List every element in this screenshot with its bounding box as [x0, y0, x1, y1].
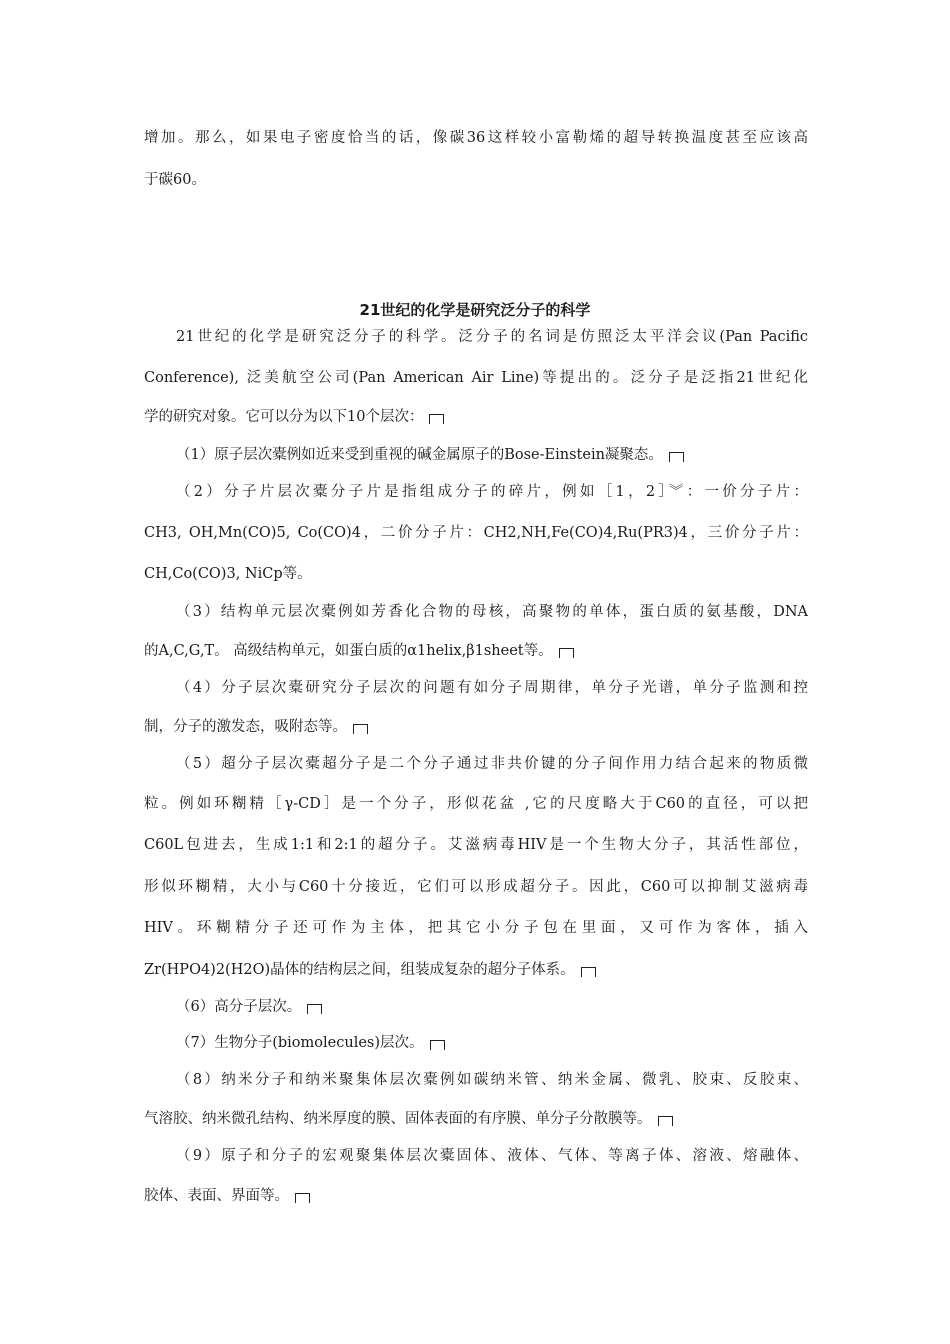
list-item-9-cont: 胶体、表面、界面等。 [144, 1188, 289, 1204]
paragraph-line: Conference), 泛美航空公司(Pan American Air Line)等提出的。泛分子是泛指21世纪化 [144, 370, 808, 386]
paragraph-line: 21世纪的化学是研究泛分子的科学。泛分子的名词是仿照泛太平洋会议(Pan Pacific [176, 329, 808, 345]
paragraph-mark-icon [353, 724, 368, 734]
paragraph-line: 学的研究对象。它可以分为以下10个层次： [144, 409, 424, 425]
list-item-1: （1）原子层次橐例如近来受到重视的碱金属原子的Bose-Einstein凝聚态。 [176, 447, 663, 463]
paragraph-mark-icon [307, 1004, 322, 1014]
list-item-2-cont: CH3, OH,Mn(CO)5, Co(CO)4，二价分子片：CH2,NH,Fe(CO)4,Ru(PR3)4，三价分子片： [144, 525, 808, 541]
paragraph-mark-icon [581, 967, 596, 977]
list-item-7: （7）生物分子(biomolecules)层次。 [176, 1035, 424, 1051]
section-title: 21世纪的化学是研究泛分子的科学 [359, 301, 591, 319]
list-item-9: （9）原子和分子的宏观聚集体层次橐固体、液体、气体、等离子体、溶液、熔融体、 [176, 1148, 808, 1164]
list-item-4: （4）分子层次橐研究分子层次的问题有如分子周期律，单分子光谱，单分子监测和控 [176, 680, 808, 696]
list-item-6: （6）高分子层次。 [176, 999, 302, 1015]
intro-line-2: 于碳60。 [144, 172, 206, 188]
list-item-5-cont: HIV。环糊精分子还可作为主体，把其它小分子包在里面，又可作为客体，插入 [144, 920, 808, 936]
paragraph-mark-icon [658, 1116, 673, 1126]
list-item-5-cont: Zr(HPO4)2(H2O)晶体的结构层之间，组装成复杂的超分子体系。 [144, 962, 575, 978]
list-item-5-cont: 形似环糊精，大小与C60十分接近，它们可以形成超分子。因此，C60可以抑制艾滋病毒 [144, 879, 808, 895]
paragraph-mark-icon [429, 414, 444, 424]
list-item-5: （5）超分子层次橐超分子是二个分子通过非共价键的分子间作用力结合起来的物质微 [176, 756, 808, 772]
paragraph-mark-icon [559, 648, 574, 658]
paragraph-mark-icon [669, 452, 684, 462]
list-item-3-cont: 的A,C,G,T。 高级结构单元，如蛋白质的α1helix,β1sheet等。 [144, 643, 553, 659]
list-item-8-cont: 气溶胶、纳米微孔结构、纳米厚度的膜、固体表面的有序膜、单分子分散膜等。 [144, 1111, 652, 1127]
list-item-2: （2）分子片层次橐分子片是指组成分子的碎片，例如［1，2］︾：一价分子片： [176, 484, 808, 500]
intro-line-1: 增加。那么，如果电子密度恰当的话，像碳36这样较小富勒烯的超导转换温度甚至应该高 [144, 130, 808, 146]
list-item-5-cont: C60L包进去，生成1:1和2:1的超分子。艾滋病毒HIV是一个生物大分子，其活性部位， [144, 837, 808, 853]
paragraph-mark-icon [430, 1040, 445, 1050]
list-item-4-cont: 制，分子的激发态，吸附态等。 [144, 719, 347, 735]
paragraph-mark-icon [295, 1193, 310, 1203]
list-item-8: （8）纳米分子和纳米聚集体层次橐例如碳纳米管、纳米金属、微乳、胶束、反胶束、 [176, 1072, 808, 1088]
list-item-3: （3）结构单元层次橐例如芳香化合物的母核，高聚物的单体，蛋白质的氨基酸，DNA [176, 604, 808, 620]
list-item-2-cont: CH,Co(CO)3, NiCp等。 [144, 566, 312, 582]
list-item-5-cont: 粒。例如环糊精［γ-CD］是一个分子，形似花盆 ,它的尺度略大于C60的直径，可以把 [144, 796, 808, 812]
